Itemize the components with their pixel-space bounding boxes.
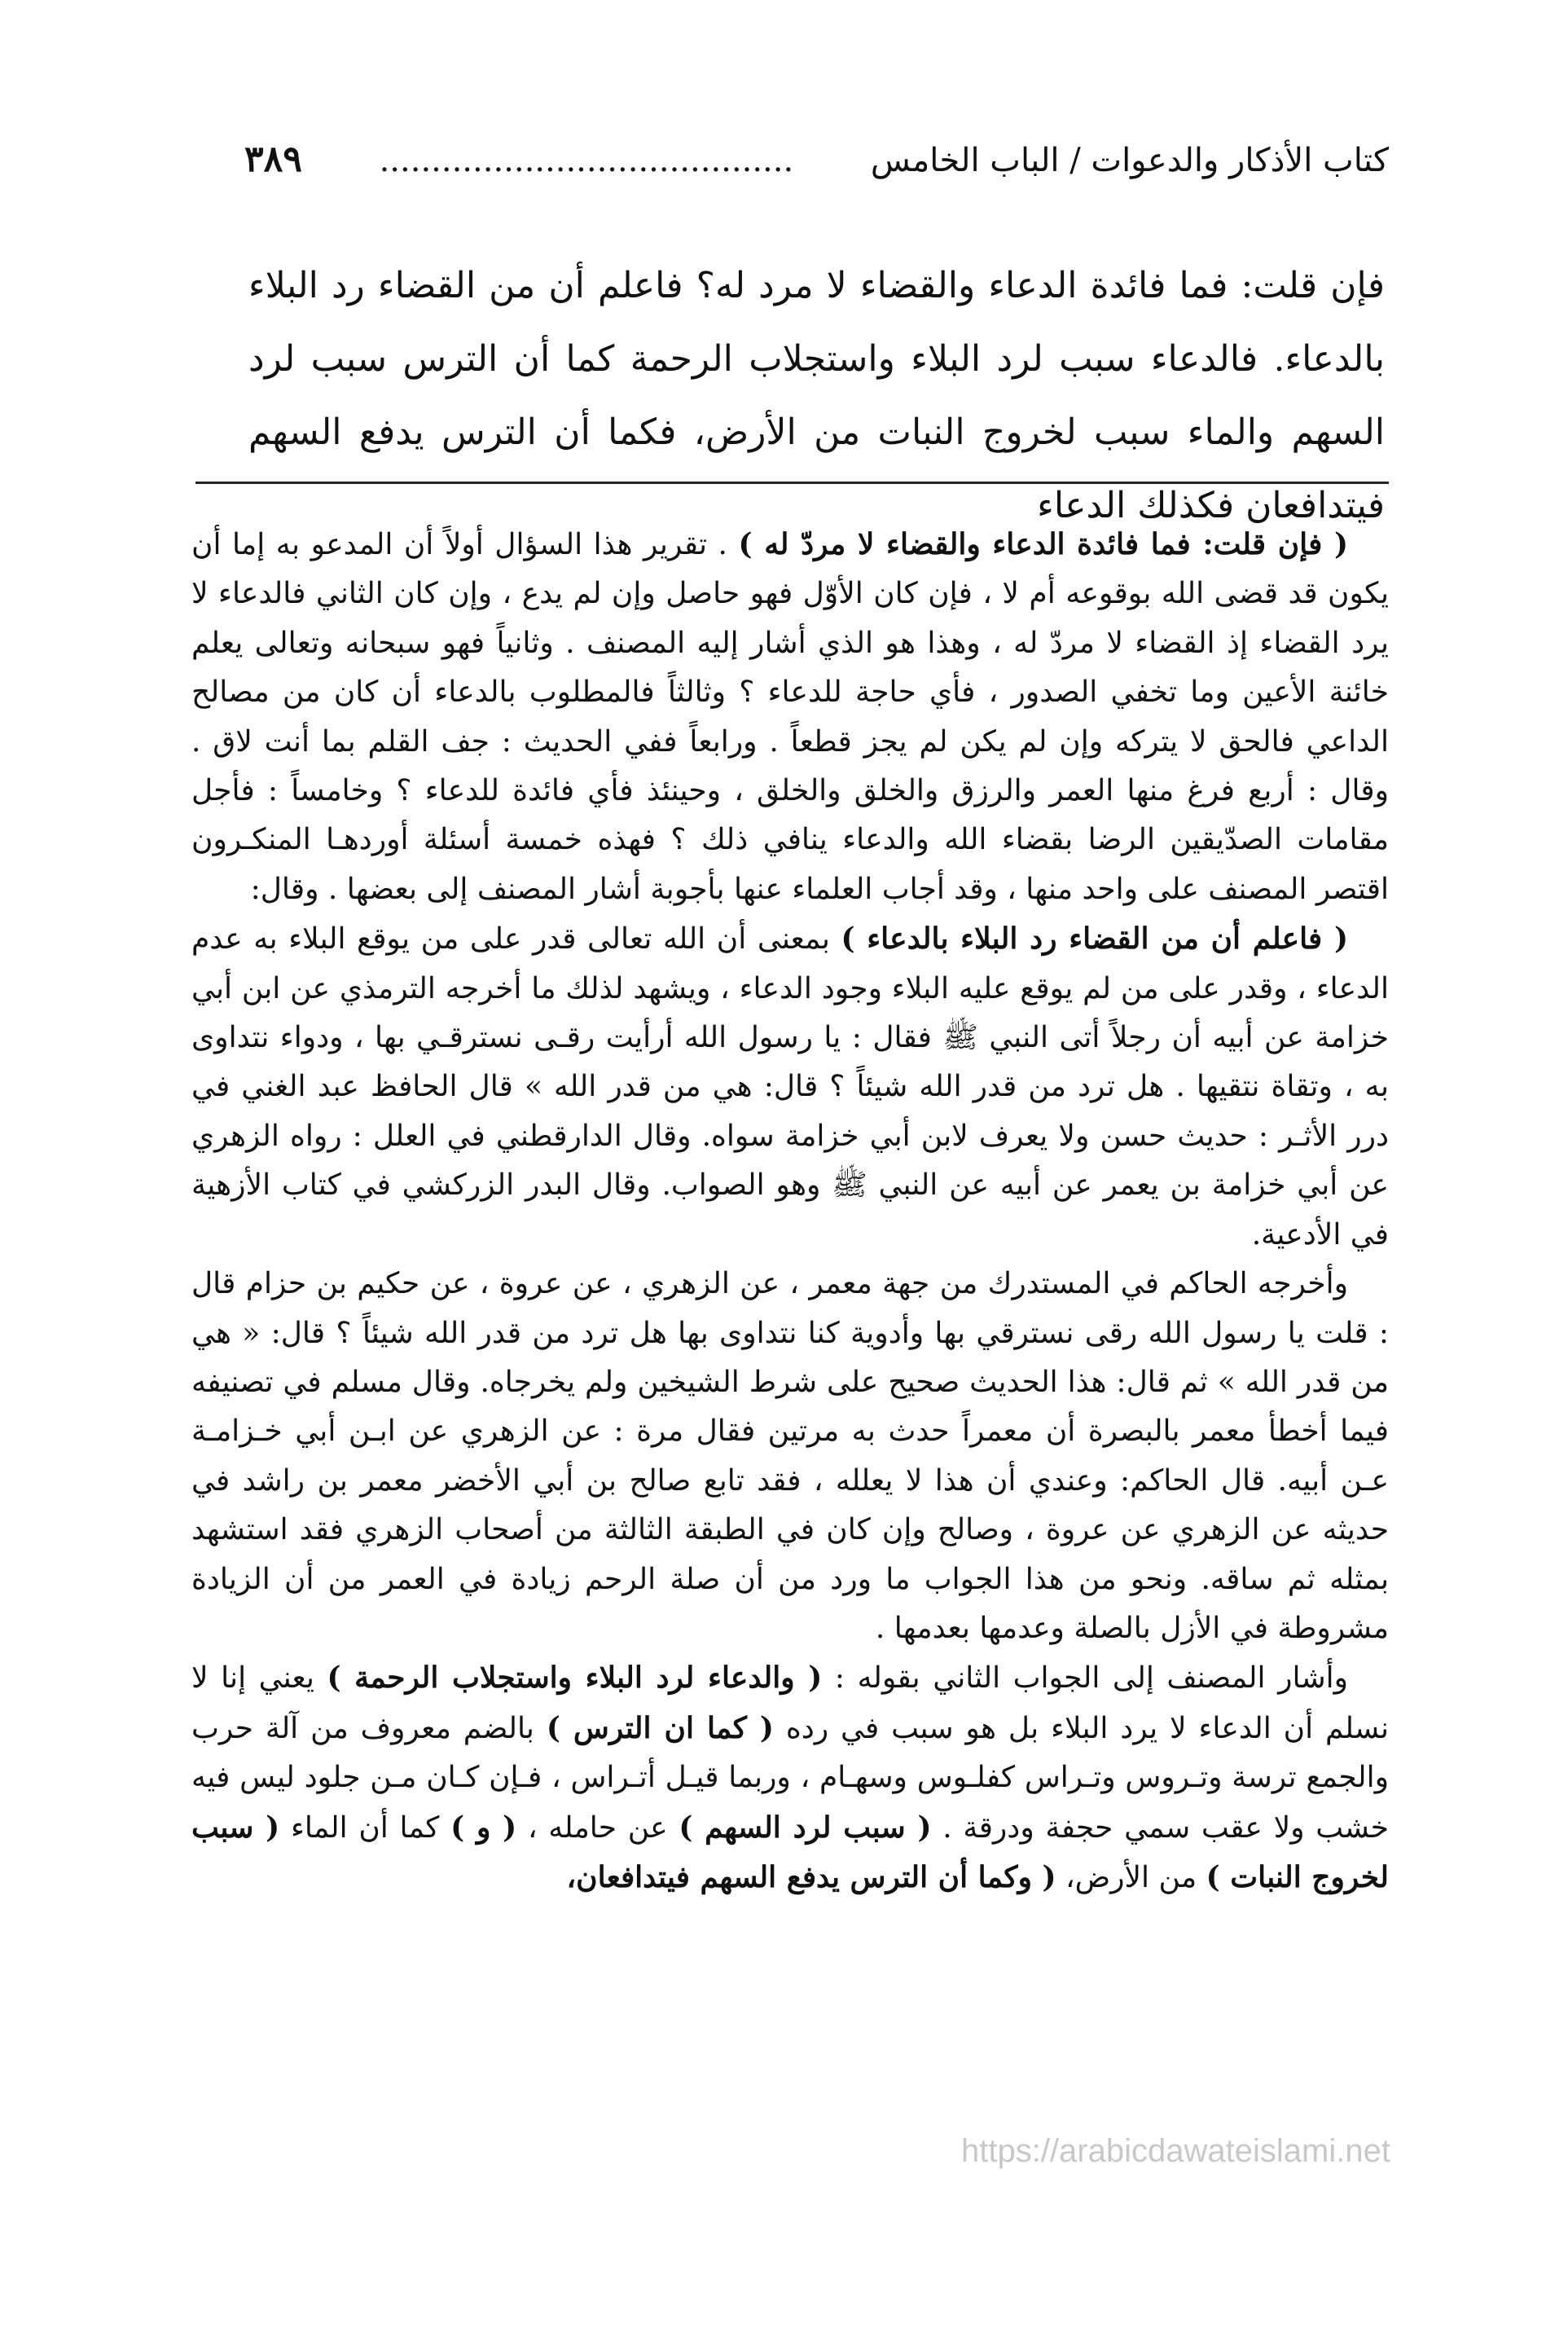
commentary-paragraph-4	[191, 1653, 1389, 1903]
commentary-text: . تقرير هذا السؤال أولاً أن المدعو به إما أن يكون قد قضى الله بوقوعه أم لا ، فإن كان الأوّل فهو حاصل وإن لم يدع ، وإن كان الثاني فالدعاء لا يرد القضاء إذ القضاء لا مردّ له ، وهذا هو الذي أشار إليه المصنف . وثانياً فهو سبحانه وتعالى يعلم خائنة الأعين وما تخفي الصدور ، فأي حاجة للدعاء ؟ وثالثاً فالمطلوب بالدعاء أن كان من مصالح الداعي فالحق لا يتركه وإن لم يكن لم يجز قطعاً . ورابعاً ففي الحديث : جف القلم بما أنت لاق . وقال : أربع فرغ منها العمر والرزق والخلق والخلق ، وحينئذ فأي فائدة للدعاء ؟ وخامساً : فأجل مقامات الصدّيقين الرضا بقضاء الله والدعاء ينافي ذلك ؟ فهذه خمسة أسئلة أوردهـا المنكـرون اقتصر المصنف على واحد منها ، وقد أجاب العلماء عنها بأجوبة أشار المصنف إلى بعضها . وقال:	[191, 528, 1389, 906]
commentary-paragraph-1	[191, 520, 1389, 914]
header-dots: ........................................	[379, 142, 794, 179]
quoted-matn: ( فاعلم أن من القضاء رد البلاء بالدعاء )	[841, 922, 1348, 957]
commentary-text: عن حامله ،	[527, 1810, 668, 1845]
separator-rule	[195, 482, 1389, 484]
quoted-matn: ( و )	[450, 1810, 517, 1845]
watermark-url: https://arabicdawateislami.net	[961, 2133, 1390, 2169]
quoted-matn: ( وكما أن الترس يدفع السهم فيتدافعان،	[566, 1859, 1056, 1894]
quoted-matn: ( سبب لخروج النبات )	[191, 1810, 1389, 1894]
main-text: فإن قلت: فما فائدة الدعاء والقضاء لا مرد له؟ فاعلم أن من القضاء رد البلاء بالدعاء. فالدعاء سبب لرد البلاء واستجلاب الرحمة كما أن الترس سبب لرد السهم والماء سبب لخروج النبات من الأرض، فكما أن الترس يدفع السهم فيتدافعان فكذلك الدعاء	[248, 265, 1385, 526]
commentary-paragraph-2	[191, 914, 1389, 1260]
commentary-text: وأخرجه الحاكم في المستدرك من جهة معمر ، عن الزهري ، عن عروة ، عن حكيم بن حزام قال : قلت يا رسول الله رقى نسترقي بها وأدوية كنا نتداوى بها هل ترد من قدر الله شيئاً ؟ قال: « هي من قدر الله » ثم قال: هذا الحديث صحيح على شرط الشيخين ولم يخرجاه. وقال مسلم في تصنيفه فيما أخطأ معمر بالبصرة أن معمراً حدث به مرتين فقال مرة : عن الزهري عن ابـن أبي خـزامـة عـن أبيه. قال الحاكم: وعندي أن هذا لا يعلله ، فقد تابع صالح بن أبي الأخضر معمر بن راشد في حديثه عن الزهري عن عروة ، وصالح وإن كان في الطبقة الثالثة من أصحاب الزهري فقد استشهد بمثله ثم ساقه. ونحو من هذا الجواب ما ورد من أن صلة الرحم زيادة في العمر من أن الزيادة مشروطة في الأزل بالصلة وعدمها بعدمها .	[191, 1267, 1389, 1645]
header-title: كتاب الأذكار والدعوات / الباب الخامس	[870, 142, 1389, 179]
commentary-text: بالضم معروف من آلة حرب والجمع ترسة وتـروس وتـراس كفلـوس وسهـام ، وربما قيـل أتـراس ، فـإن كـان مـن جلود ليس فيه خشب ولا عقب سمي حجفة ودرقة .	[191, 1711, 1389, 1845]
quoted-matn: ( والدعاء لرد البلاء واستجلاب الرحمة )	[327, 1661, 823, 1696]
page-number: ٣٨٩	[244, 139, 302, 180]
commentary-text: كما أن الماء	[290, 1810, 440, 1845]
quoted-matn: ( سبب لرد السهم )	[679, 1810, 932, 1845]
running-header	[244, 137, 1389, 183]
commentary-paragraph-3	[191, 1260, 1389, 1653]
quoted-matn: ( فإن قلت: فما فائدة الدعاء والقضاء لا مردّ له )	[738, 527, 1348, 561]
commentary	[191, 520, 1389, 1903]
commentary-text: بمعنى أن الله تعالى قدر على من يوقع البلاء به عدم الدعاء ، وقدر على من لم يوقع عليه البلاء وجود الدعاء ، ويشهد لذلك ما أخرجه الترمذي عن ابن أبي خزامة عن أبيه أن رجلاً أتى النبي ﷺ فقال : يا رسول الله أرأيت رقـى نسترقـي بها ، ودواء نتداوى به ، وتقاة نتقيها . هل ترد من قدر الله شيئاً ؟ قال: هي من قدر الله » قال الحافظ عبد الغني في درر الأثـر : حديث حسن ولا يعرف لابن أبي خزامة سواه. وقال الدارقطني في العلل : رواه الزهري عن أبي خزامة بن يعمر عن أبيه عن النبي ﷺ وهو الصواب. وقال البدر الزركشي في كتاب الأزهية في الأدعية.	[191, 922, 1389, 1251]
quoted-matn: ( كما ان الترس )	[546, 1710, 774, 1745]
commentary-text: يعني إنا لا نسلم أن الدعاء لا يرد البلاء بل هو سبب في رده	[191, 1661, 1389, 1745]
commentary-text: من الأرض،	[1065, 1860, 1197, 1894]
commentary-text: وأشار المصنف إلى الجواب الثاني بقوله :	[834, 1661, 1348, 1696]
